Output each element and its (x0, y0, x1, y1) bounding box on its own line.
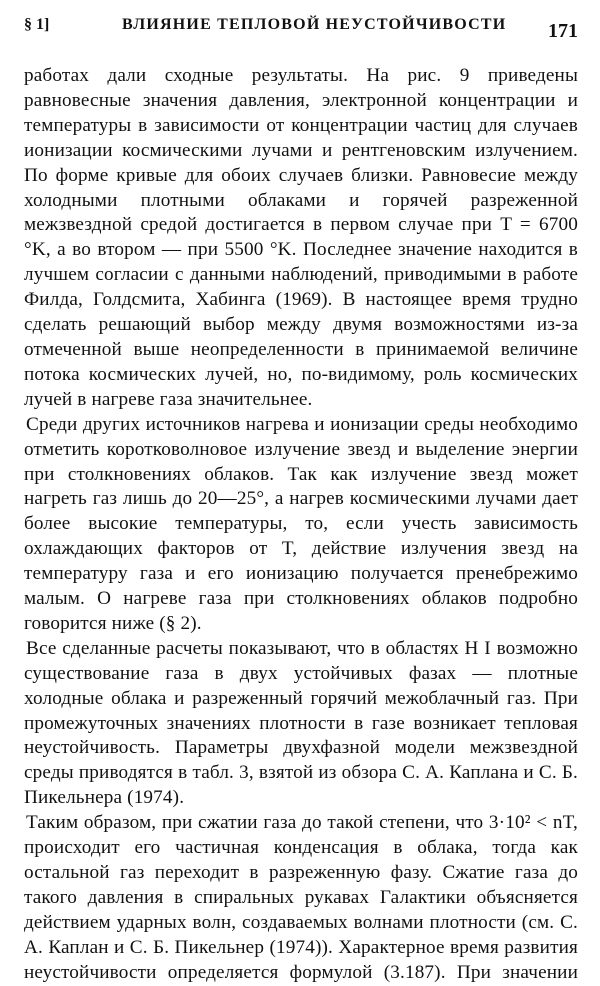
paragraph-1: работах дали сходные результаты. На рис. 9 приведены равновесные значения давления, электронной концентрации и температуры в зависимости от концентрации частиц для случаев ионизации космическими лучами и рентгеновским излучением. По форме кривые для обоих случаев близки. Равновесие между холодными плотными облаками и горячей разреженной межзвездной средой достигается в первом случае при T = 6700 °K, а во втором — при 5500 °K. Последнее значение находится в лучшем согласии с данными наблюдений, приводимыми в работе Филда, Голдсмита, Хабинга (1969). В настоящее время трудно сделать решающий выбор между двумя возможностями из-за отмеченной выше неопределенности в принимаемой величине потока космических лучей, но, по-видимому, роль космических лучей в нагреве газа значительнее. (24, 65, 578, 410)
paragraph-3: Все сделанные расчеты показывают, что в областях H I возможно существование газа в двух устойчивых фазах — плотные холодные облака и разреженный горячий межоблачный газ. При промежуточных значениях плотности в газе возникает тепловая неустойчивость. Параметры двухфазной модели межзвездной среды приводятся в табл. 3, взятой из обзора С. А. Каплана и С. Б. Пикельнера (1974). (24, 637, 578, 809)
running-title: ВЛИЯНИЕ ТЕПЛОВОЙ НЕУСТОЙЧИВОСТИ (122, 16, 507, 33)
paragraph-4: Таким образом, при сжатии газа до такой степени, что 3·10² < nT, происходит его частичная конденсация в облака, тогда как остальной газ переходит в разреженную фазу. Сжатие газа до такого давления в спиральных рукавах Галактики объясняется действием ударных волн, создаваемых волнами плотности (см. С. А. Каплан и С. Б. Пикельнер (1974)). Характерное время развития неустойчивости определяется формулой (3.187). При значении (24, 812, 578, 983)
page-body (24, 64, 578, 986)
section-marker: § 1] (24, 16, 50, 33)
paragraph-2: Среди других источников нагрева и ионизации среды необходимо отметить коротковолновое излучение звезд и выделение энергии при столкновениях облаков. Так как излучение звезд может нагреть газ лишь до 20—25°, а нагрев космическими лучами дает более высокие температуры, то, если учесть зависимость охлаждающих факторов от T, действие излучения звезд на температуру газа и его ионизацию получается пренебрежимо малым. О нагреве газа при столкновениях облаков подробно говорится ниже (§ 2). (24, 413, 578, 634)
running-header (14, 14, 586, 40)
page-number: 171 (548, 20, 578, 42)
